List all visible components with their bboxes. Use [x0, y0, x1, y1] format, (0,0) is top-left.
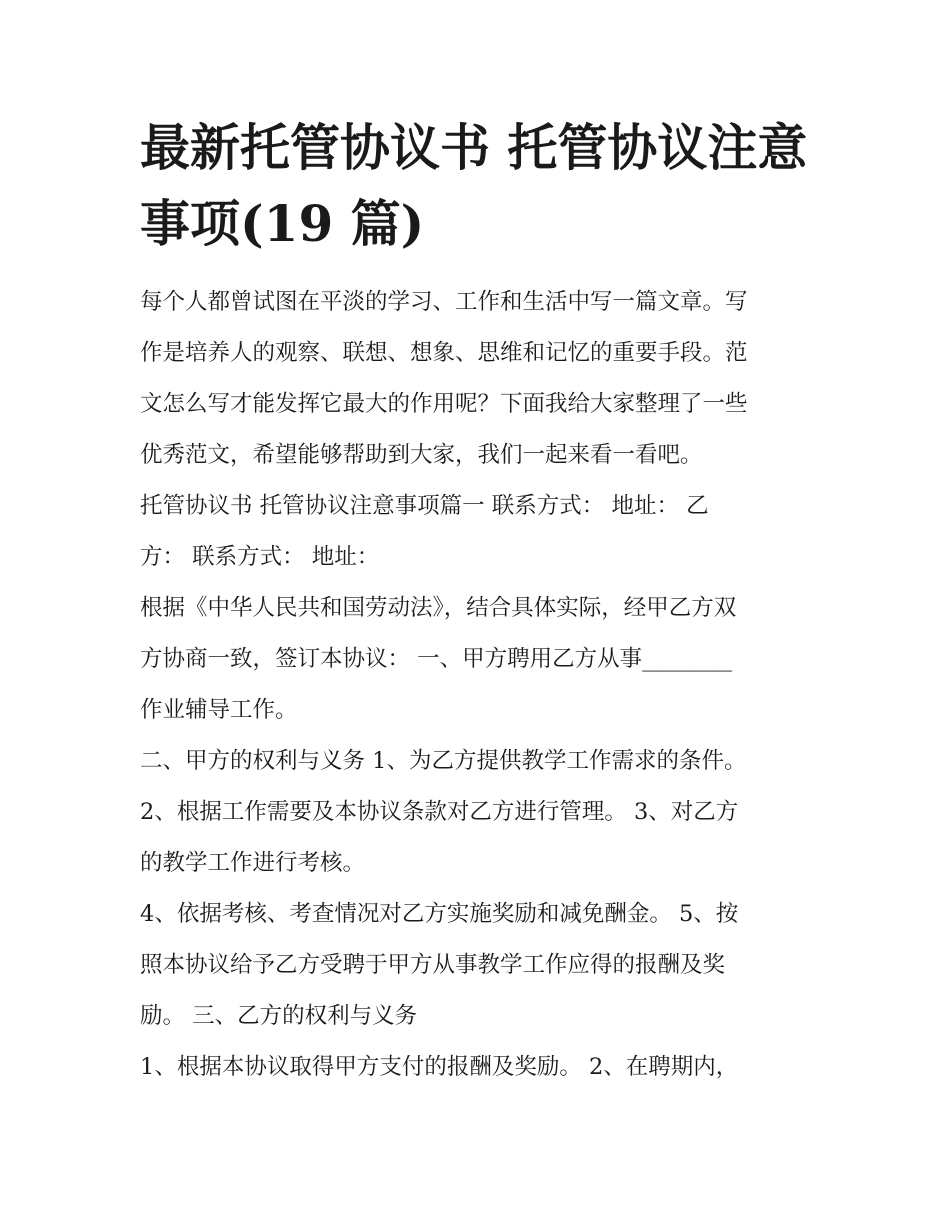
text-line: 根据《中华人民共和国劳动法》，结合具体实际，经甲乙方双	[140, 595, 737, 621]
text-line: 优秀范文，希望能够帮助到大家，我们一起来看一看吧。	[140, 442, 703, 468]
text-line: 文怎么写才能发挥它最大的作用呢？下面我给大家整理了一些	[140, 391, 748, 417]
text-line: 4、依据考核、考查情况对乙方实施奖励和减免酬金。 5、按	[140, 901, 739, 927]
text-line: 1、根据本协议取得甲方支付的报酬及奖励。 2、在聘期内，	[140, 1054, 739, 1080]
text-line: 2、根据工作需要及本协议条款对乙方进行管理。 3、对乙方	[140, 799, 739, 825]
document-title	[140, 110, 830, 262]
text-line: 照本协议给予乙方受聘于甲方从事教学工作应得的报酬及奖	[140, 952, 726, 978]
title-line: 最新托管协议书 托管协议注意	[140, 118, 808, 177]
text-line: 每个人都曾试图在平淡的学习、工作和生活中写一篇文章。写	[140, 289, 748, 315]
party-a-rights-paragraph	[140, 736, 830, 787]
text-line: 方协商一致，签订本协议： 一、甲方聘用乙方从事________	[140, 646, 733, 672]
text-line: 励。 三、乙方的权利与义务	[140, 1003, 418, 1029]
agreement-paragraph	[140, 583, 830, 736]
text-line: 二、甲方的权利与义务 1、为乙方提供教学工作需求的条件。	[140, 748, 747, 774]
intro-paragraph	[140, 277, 830, 481]
text-line: 作业辅导工作。	[140, 697, 298, 723]
section-heading-paragraph	[140, 481, 830, 583]
party-a-duties-paragraph	[140, 787, 830, 889]
text-line: 方： 联系方式： 地址：	[140, 544, 380, 570]
text-line: 托管协议书 托管协议注意事项篇一 联系方式： 地址： 乙	[140, 493, 709, 519]
reward-paragraph	[140, 889, 830, 1042]
title-line: 事项(19 篇)	[140, 194, 425, 253]
party-b-rights-paragraph	[140, 1042, 830, 1093]
document-body	[140, 277, 830, 1093]
text-line: 的教学工作进行考核。	[140, 850, 366, 876]
text-line: 作是培养人的观察、联想、想象、思维和记忆的重要手段。范	[140, 340, 748, 366]
